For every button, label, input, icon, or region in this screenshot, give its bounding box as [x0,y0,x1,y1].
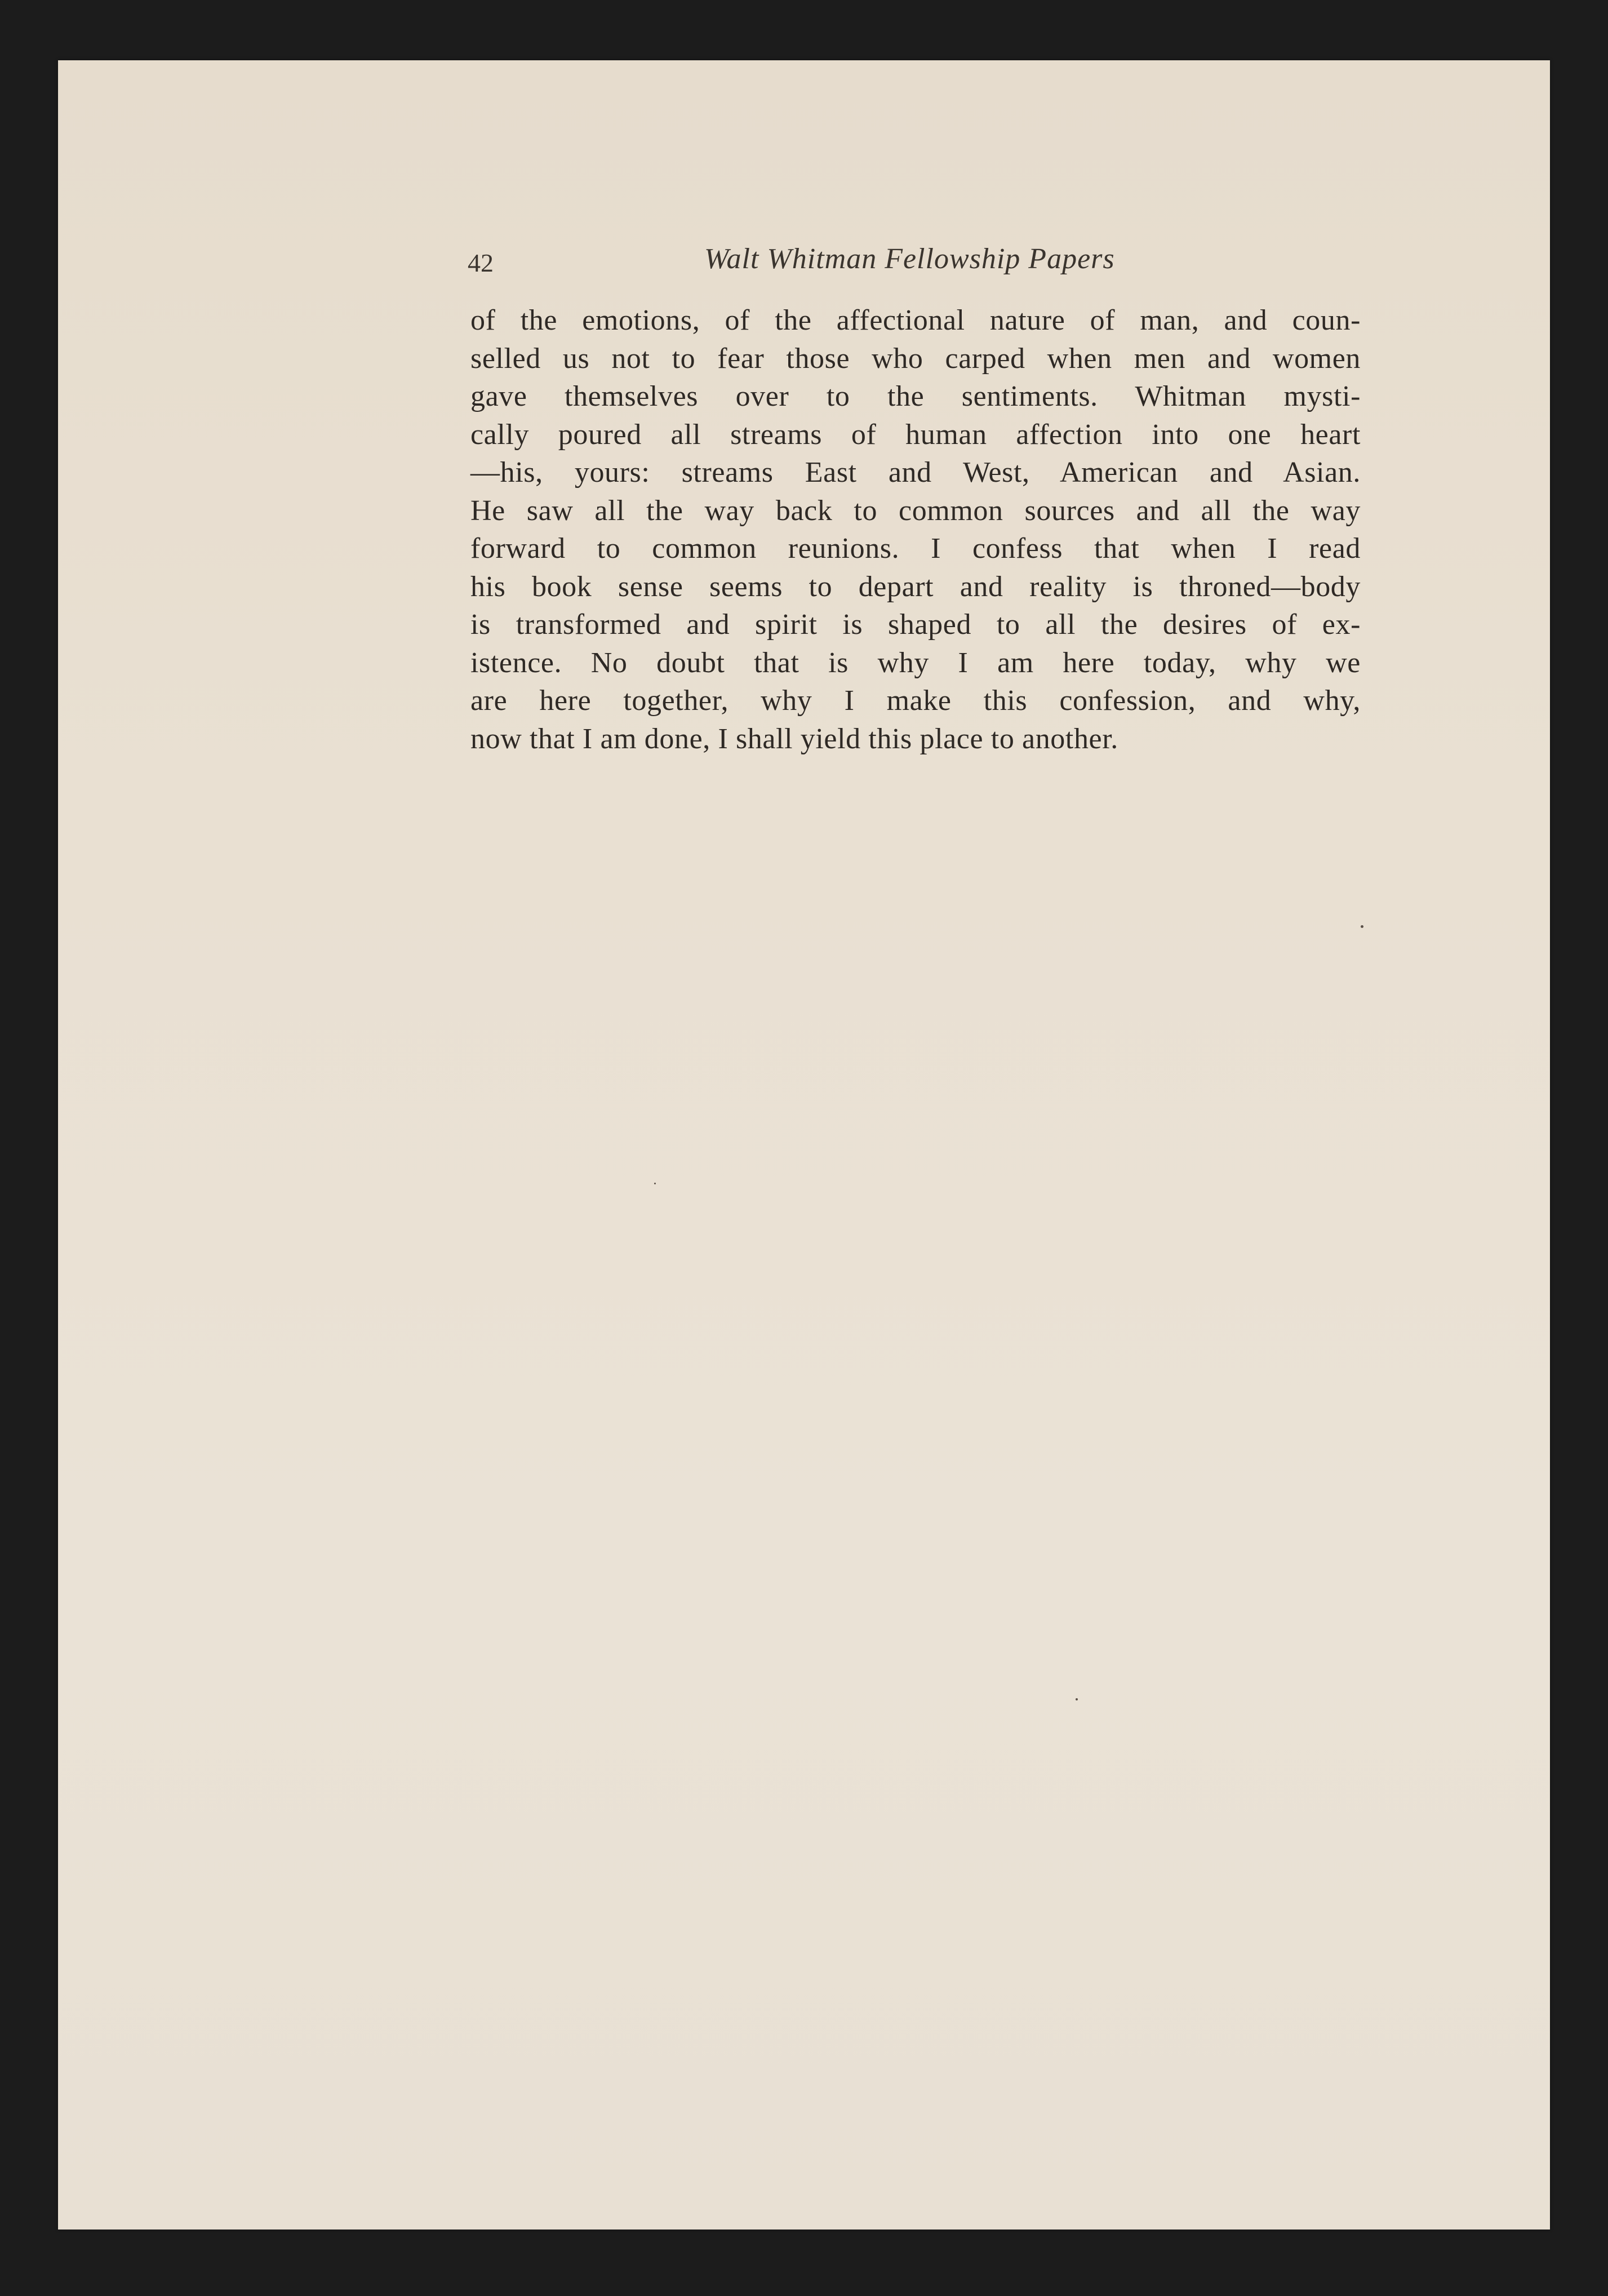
running-head [468,242,1211,287]
text-line: of the emotions, of the affectional nature of man, and coun- [470,304,1361,336]
text-line: selled us not to fear those who carped when men and women [470,342,1361,375]
text-line: now that I am done, I shall yield this place to another. [470,722,1118,755]
running-title: Walt Whitman Fellowship Papers [704,243,1115,275]
paper-speck [654,1183,656,1184]
body-paragraph [470,301,1361,758]
page-number: 42 [468,248,494,277]
text-line: He saw all the way back to common sources and all the way [470,494,1361,527]
text-line: —his, yours: streams East and West, American and Asian. [470,456,1361,488]
text-line: gave themselves over to the sentiments. Whitman mysti- [470,380,1361,412]
text-line: cally poured all streams of human affection into one heart [470,418,1361,451]
paper-speck [1076,1698,1078,1700]
text-line: is transformed and spirit is shaped to all the desires of ex- [470,609,1361,641]
text-line: his book sense seems to depart and reality is throned—body [470,570,1361,603]
paper-speck [1361,925,1363,928]
text-line: are here together, why I make this confession, and why, [470,685,1361,717]
text-line: istence. No doubt that is why I am here today, why we [470,646,1361,679]
text-line: forward to common reunions. I confess that when I read [470,532,1361,565]
